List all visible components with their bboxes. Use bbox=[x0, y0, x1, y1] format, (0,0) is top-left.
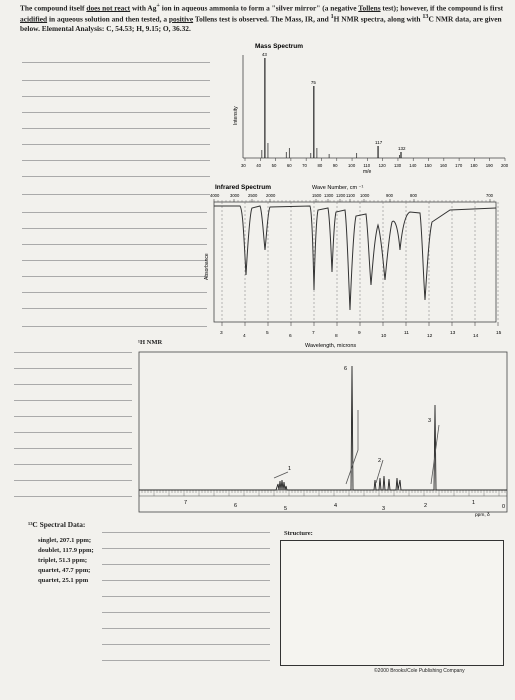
ir-top-ticks bbox=[210, 193, 494, 202]
answer-line[interactable] bbox=[102, 660, 270, 661]
c13-row: quartet, 47.7 ppm; bbox=[38, 567, 91, 574]
ir-top-tick-label: 800 bbox=[410, 193, 417, 198]
mass-tick-label: 90 bbox=[332, 163, 338, 168]
mass-tick-label: 160 bbox=[439, 163, 447, 168]
answer-line[interactable] bbox=[14, 416, 132, 417]
answer-line[interactable] bbox=[14, 352, 132, 353]
c13-row: singlet, 207.1 ppm; bbox=[38, 537, 92, 544]
mass-spectrum-title: Mass Spectrum bbox=[255, 43, 304, 50]
answer-line[interactable] bbox=[22, 96, 210, 97]
answer-line[interactable] bbox=[22, 308, 207, 309]
nmr-tick: 1 bbox=[472, 500, 476, 506]
ir-bottom-tick-label: 13 bbox=[450, 331, 456, 336]
ir-ylabel: Absorbance bbox=[204, 253, 210, 280]
mass-peak-label: 117 bbox=[375, 140, 383, 145]
ir-bottom-tick-label: 5 bbox=[266, 331, 269, 336]
mass-tick-label: 170 bbox=[455, 163, 463, 168]
answer-line[interactable] bbox=[22, 228, 207, 229]
hnmr-peak-label: 6 bbox=[344, 366, 348, 372]
answer-line[interactable] bbox=[22, 292, 207, 293]
ir-top-tick-label: 1100 bbox=[346, 193, 356, 198]
nmr-tick: 7 bbox=[184, 500, 188, 506]
mass-tick-label: 180 bbox=[470, 163, 478, 168]
ir-bottom-tick-label: 10 bbox=[381, 334, 387, 339]
answer-line[interactable] bbox=[22, 212, 207, 213]
ir-top-xlabel: Wave Number, cm ⁻¹ bbox=[312, 185, 364, 191]
ir-bottom-tick-label: 14 bbox=[473, 334, 479, 339]
hnmr-peak-label: 2 bbox=[378, 458, 382, 464]
answer-line[interactable] bbox=[22, 176, 210, 177]
mass-ylabel: Intensity bbox=[233, 106, 239, 125]
c13-data bbox=[28, 520, 94, 586]
nmr-tick: 5 bbox=[284, 506, 288, 512]
ir-top-tick-label: 1500 bbox=[312, 193, 322, 198]
mass-tick-label: 200 bbox=[501, 163, 509, 168]
answer-line[interactable] bbox=[102, 532, 270, 533]
answer-line[interactable] bbox=[22, 144, 210, 145]
answer-line[interactable] bbox=[22, 112, 210, 113]
mass-tick-label: 130 bbox=[393, 163, 402, 168]
ir-top-tick-label: 1300 bbox=[324, 193, 334, 198]
nmr-tick: 4 bbox=[334, 503, 338, 509]
ir-top-tick-label: 1000 bbox=[360, 193, 370, 198]
ir-bottom-tick-label: 7 bbox=[312, 331, 315, 336]
mass-spectrum bbox=[215, 40, 510, 180]
answer-line[interactable] bbox=[14, 400, 132, 401]
answer-line[interactable] bbox=[22, 244, 207, 245]
nmr-axis-ticks bbox=[184, 500, 505, 518]
answer-line[interactable] bbox=[22, 194, 210, 195]
ir-bottom-tick-label: 6 bbox=[289, 334, 292, 339]
ir-bottom-tick-label: 8 bbox=[335, 334, 338, 339]
answer-line[interactable] bbox=[14, 480, 132, 481]
mass-tick-label: 100 bbox=[348, 163, 356, 168]
answer-line[interactable] bbox=[14, 496, 132, 497]
answer-line[interactable] bbox=[14, 448, 132, 449]
answer-line[interactable] bbox=[22, 62, 210, 63]
mass-tick-label: 60 bbox=[286, 163, 292, 168]
ir-bottom-tick-label: 12 bbox=[427, 334, 433, 339]
ir-top-tick-label: 900 bbox=[386, 193, 393, 198]
hnmr-peak-label: 3 bbox=[428, 418, 432, 424]
nmr-tick: ppm, δ bbox=[475, 513, 490, 518]
answer-line[interactable] bbox=[14, 384, 132, 385]
answer-line[interactable] bbox=[102, 580, 270, 581]
ir-bottom-tick-label: 9 bbox=[358, 331, 361, 336]
mass-xunit: m/e bbox=[363, 169, 372, 175]
hnmr-peak-label: 1 bbox=[288, 466, 292, 472]
c13-row: doublet, 117.9 ppm; bbox=[38, 547, 94, 554]
problem-statement: The compound itself does not react with Ag+ ion in aqueous ammonia to form a "silver mirror" (a negative Tollens test); however, if the compound is first acidified in aqueous solution and then tested, a positive Tollens test is observed. The Mass, IR, and $^1$H NMR spectra, along with $^{13}$C NMR data, are given below. Elemental Analysis: C, 54.53; H, 9.15; O, 36.32. bbox=[20, 3, 504, 33]
mass-tick-label: 120 bbox=[378, 163, 386, 168]
answer-line[interactable] bbox=[14, 432, 132, 433]
ir-spectrum bbox=[200, 180, 512, 350]
mass-tick-label: 140 bbox=[409, 163, 417, 168]
mass-tick-label: 50 bbox=[271, 163, 277, 168]
answer-line[interactable] bbox=[22, 260, 207, 261]
hnmr-title: ¹H NMR bbox=[138, 339, 163, 346]
ir-top-tick-label: 2500 bbox=[248, 193, 258, 198]
ir-bottom-ticks bbox=[220, 322, 502, 339]
answer-line[interactable] bbox=[102, 548, 270, 549]
mass-peaks bbox=[262, 52, 406, 158]
mass-tick-label: 150 bbox=[424, 163, 432, 168]
mass-tick-label: 110 bbox=[363, 163, 371, 168]
ir-top-tick-label: 700 bbox=[486, 193, 493, 198]
answer-line[interactable] bbox=[22, 80, 210, 81]
ir-bottom-tick-label: 11 bbox=[404, 331, 409, 336]
ir-top-tick-label: 2000 bbox=[266, 193, 276, 198]
ir-top-tick-label: 1200 bbox=[336, 193, 346, 198]
nmr-ruler bbox=[139, 490, 505, 496]
mass-tick-label: 40 bbox=[256, 163, 262, 168]
c13-row: quartet, 25.1 ppm bbox=[38, 577, 89, 584]
answer-line[interactable] bbox=[22, 128, 210, 129]
nmr-tick: 0 bbox=[502, 504, 506, 510]
nmr-tick: 3 bbox=[382, 506, 386, 512]
mass-peak-label: 43 bbox=[261, 52, 267, 57]
mass-tick-label: 70 bbox=[302, 163, 307, 168]
mass-axis-ticks bbox=[241, 158, 509, 168]
mass-peak-label: 132 bbox=[398, 146, 406, 151]
ir-top-tick-label: 3000 bbox=[230, 193, 240, 198]
answer-line[interactable] bbox=[14, 464, 132, 465]
mass-peak-label: 75 bbox=[310, 80, 316, 85]
ir-bottom-tick-label: 15 bbox=[496, 331, 502, 336]
answer-line[interactable] bbox=[102, 612, 270, 613]
c13-row: triplet, 51.3 ppm; bbox=[38, 557, 88, 564]
answer-line[interactable] bbox=[22, 160, 210, 161]
answer-line[interactable] bbox=[14, 368, 132, 369]
ir-grid bbox=[222, 202, 498, 322]
mass-tick-label: 80 bbox=[317, 163, 323, 168]
hnmr-spectrum bbox=[136, 350, 512, 520]
ir-title: Infrared Spectrum bbox=[215, 184, 271, 191]
ir-bottom-tick-label: 4 bbox=[243, 334, 246, 339]
nmr-tick: 6 bbox=[234, 503, 238, 509]
answer-line[interactable] bbox=[102, 596, 270, 597]
structure-label: Structure: bbox=[284, 530, 313, 537]
copyright: ©2000 Brooks/Cole Publishing Company bbox=[374, 668, 465, 674]
nmr-tick: 2 bbox=[424, 503, 428, 509]
c13-title: ¹³C Spectral Data: bbox=[28, 520, 86, 529]
ir-bottom-tick-label: 3 bbox=[220, 331, 223, 336]
answer-line[interactable] bbox=[102, 564, 270, 565]
answer-line[interactable] bbox=[22, 326, 207, 327]
ir-bottom-xlabel: Wavelength, microns bbox=[305, 343, 357, 349]
answer-line[interactable] bbox=[22, 276, 207, 277]
answer-line[interactable] bbox=[102, 644, 270, 645]
mass-tick-label: 30 bbox=[241, 163, 246, 168]
mass-tick-label: 190 bbox=[485, 163, 493, 168]
ir-top-tick-label: 4000 bbox=[210, 193, 220, 198]
answer-line[interactable] bbox=[102, 628, 270, 629]
structure-answer-box[interactable] bbox=[280, 540, 504, 666]
